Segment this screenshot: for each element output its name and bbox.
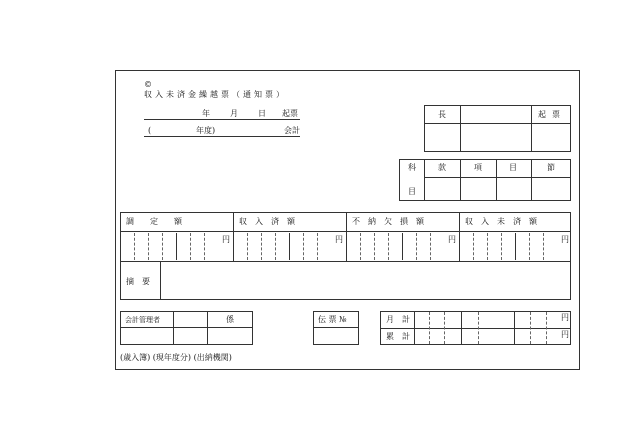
yen-label: 円	[448, 235, 456, 244]
form-sheet	[115, 70, 580, 370]
budget-item-label: 目	[408, 187, 416, 196]
digit-guide	[546, 312, 547, 344]
digit-guide	[487, 233, 488, 260]
totals-row-divider	[380, 328, 571, 329]
amount-col-divider-3	[459, 212, 460, 261]
stamp-row-divider	[120, 327, 253, 328]
digit-guide	[478, 312, 479, 344]
kou-label: 項	[474, 163, 482, 172]
digit-guide	[374, 233, 375, 260]
digit-guide	[473, 233, 474, 260]
amount-col-divider-2	[346, 212, 347, 261]
digit-guide-major	[289, 233, 290, 260]
date-year-label: 年	[202, 109, 210, 118]
chief-label: 長	[438, 110, 446, 119]
footer-note: (歳入簿) (現年度分) (出納機関)	[120, 353, 232, 362]
stamp-col-divider-1	[173, 311, 174, 345]
fiscal-open: (	[148, 126, 152, 135]
budget-section-label: 科	[408, 163, 416, 172]
digit-guide	[444, 312, 445, 344]
date-day-label: 日	[258, 109, 266, 118]
manager-label: 会計管理者	[125, 316, 160, 324]
voucher-row-divider	[313, 327, 359, 328]
digit-guide	[429, 312, 430, 344]
digit-guide	[501, 233, 502, 260]
digit-guide	[275, 233, 276, 260]
digit-guide-major	[402, 233, 403, 260]
summary-label	[126, 277, 158, 287]
stamp-col-divider-2	[207, 311, 208, 345]
budget-row-divider	[424, 177, 571, 178]
yen-label: 円	[561, 235, 569, 244]
received-amount-header: 収 入 済 額	[239, 217, 295, 226]
digit-guide-major	[461, 312, 462, 344]
digit-guide	[134, 233, 135, 260]
clerk-label: 係	[226, 315, 234, 324]
accounting-label: 会計	[284, 126, 300, 135]
approval-row-divider	[424, 123, 571, 124]
totals-label-divider	[414, 311, 415, 345]
outstanding-amount-header: 収 入 未 済 額	[465, 217, 537, 226]
digit-guide	[148, 233, 149, 260]
form-title: 収入未済金繰越票（通知票）	[144, 90, 287, 99]
budget-col-divider-1	[424, 159, 425, 201]
digit-guide	[430, 233, 431, 260]
kan-label: 款	[438, 163, 446, 172]
digit-guide	[360, 233, 361, 260]
setsu-label: 節	[547, 163, 555, 172]
summary-label-2: 要	[142, 277, 158, 286]
digit-guide-major	[514, 312, 515, 344]
yen-label: 円	[335, 235, 343, 244]
digit-guide-major	[515, 233, 516, 260]
digit-guide	[162, 233, 163, 260]
digit-guide	[388, 233, 389, 260]
digit-guide	[543, 233, 544, 260]
issue-label: 起票	[282, 109, 298, 118]
approval-col-divider-1	[460, 105, 461, 152]
uncollectible-amount-header: 不 納 欠 損 額	[352, 217, 424, 226]
digit-guide	[204, 233, 205, 260]
digit-guide	[261, 233, 262, 260]
fiscal-year-label: 年度)	[196, 126, 216, 135]
digit-guide	[416, 233, 417, 260]
summary-label-1: 摘	[126, 277, 142, 286]
digit-guide	[530, 312, 531, 344]
month-total-label: 月 計	[386, 315, 410, 324]
approval-col-divider-2	[531, 105, 532, 152]
digit-guide-major	[176, 233, 177, 260]
digit-guide	[303, 233, 304, 260]
date-month-label: 月	[230, 109, 238, 118]
date-underline	[144, 119, 300, 120]
month-total-yen: 円	[561, 313, 569, 322]
assessed-amount-header: 調 定 額	[126, 217, 182, 226]
amount-row-divider	[120, 261, 571, 262]
summary-label-divider	[160, 261, 161, 300]
fiscal-underline	[144, 136, 300, 137]
digit-guide	[247, 233, 248, 260]
digit-guide	[190, 233, 191, 260]
budget-col-divider-3	[496, 159, 497, 201]
voucher-label: 伝 票 №	[318, 315, 347, 324]
budget-col-divider-4	[531, 159, 532, 201]
digit-guide	[317, 233, 318, 260]
digit-guide	[529, 233, 530, 260]
cumulative-total-yen: 円	[561, 330, 569, 339]
budget-col-divider-2	[460, 159, 461, 201]
cumulative-total-label: 累 計	[386, 332, 410, 341]
moku-label: 目	[509, 163, 517, 172]
copyright-mark: ©	[144, 80, 152, 89]
drafter-label: 起票	[538, 110, 566, 119]
amount-col-divider-1	[233, 212, 234, 261]
yen-label: 円	[222, 235, 230, 244]
